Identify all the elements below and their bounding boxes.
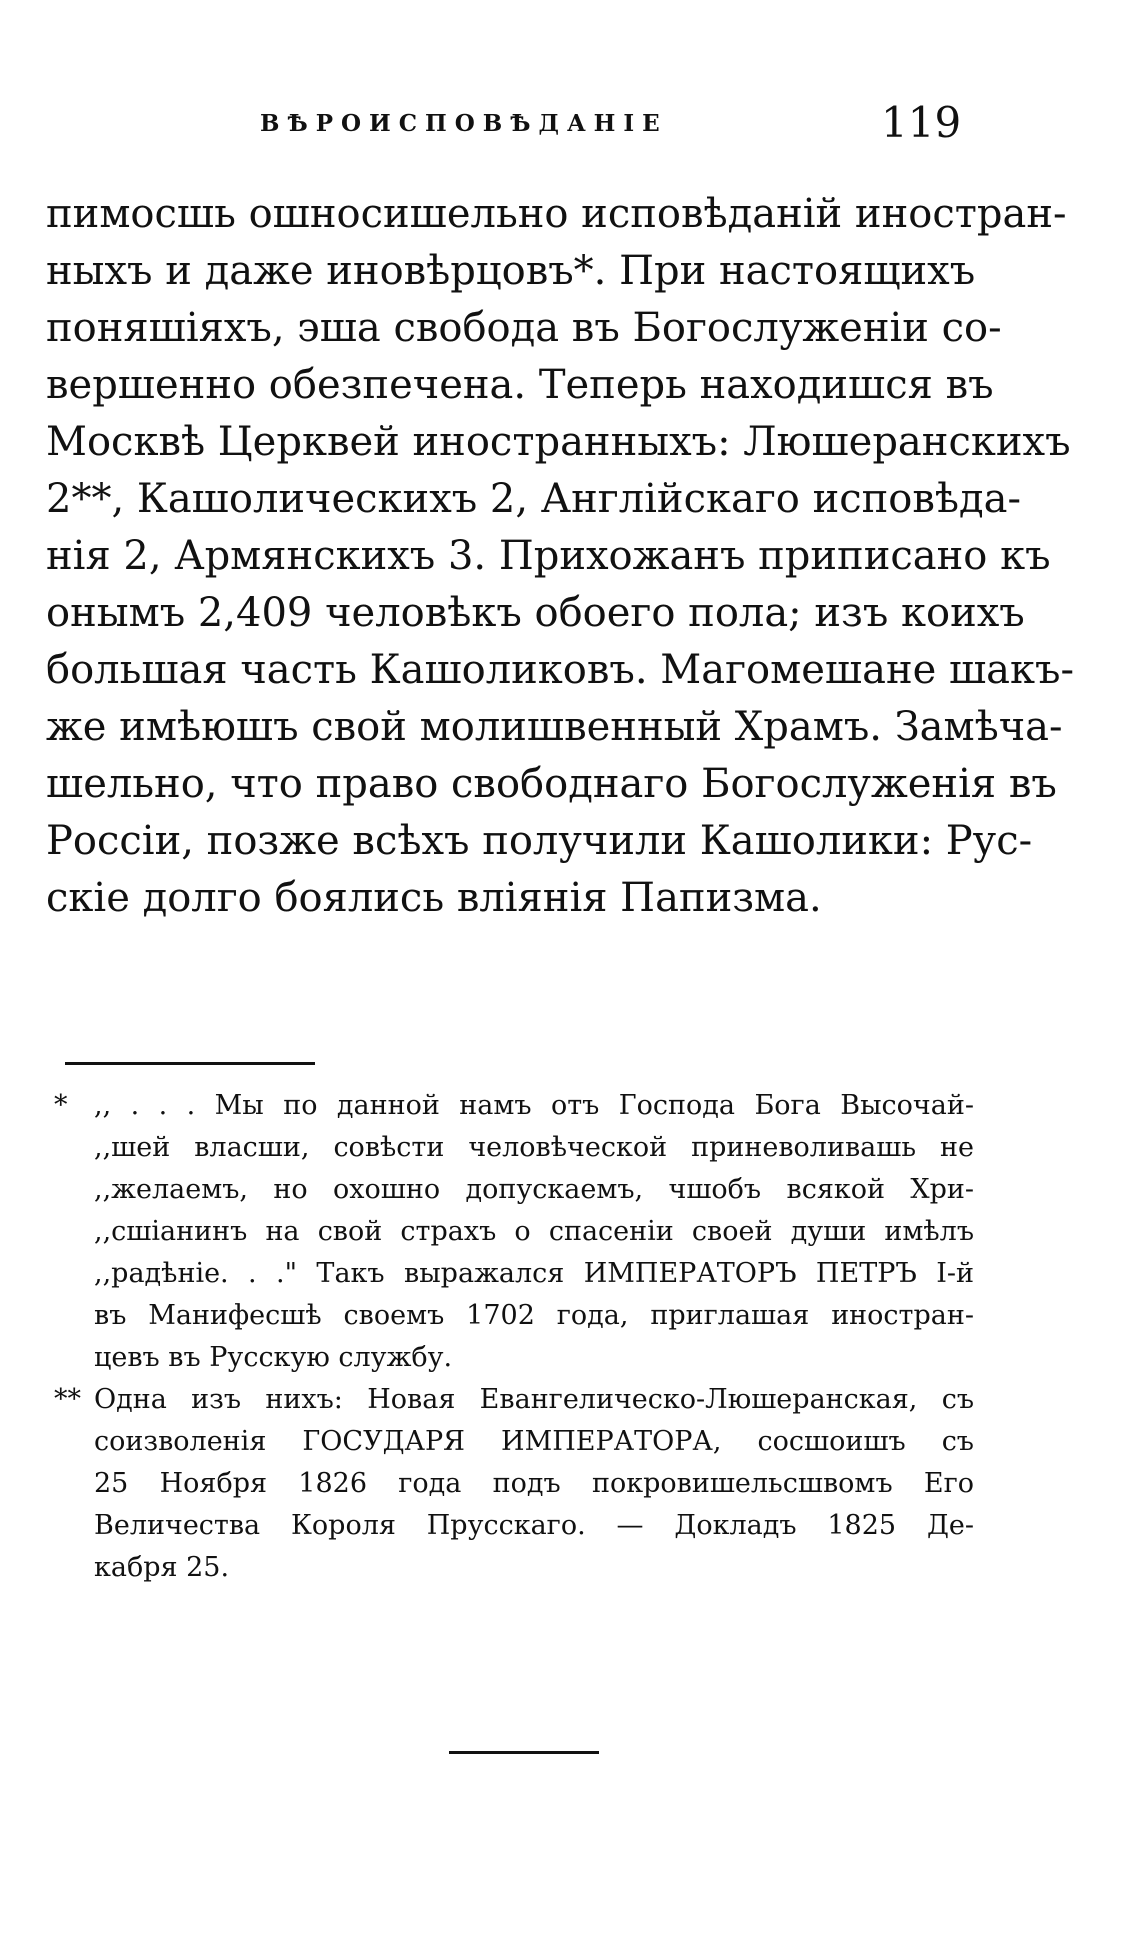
running-title: ВѢРОИСПОВѢДАНІЕ	[260, 110, 668, 137]
page-header	[260, 98, 960, 158]
text-line: поняшіяхъ, эша свобода въ Богослуженіи со-	[46, 305, 1002, 351]
footnote-line: цевъ въ Русскую службу.	[94, 1342, 453, 1373]
main-text	[46, 186, 1074, 927]
footnote-1	[54, 1085, 974, 1379]
text-line: 2**, Кашолическихъ 2, Англійскаго исповѣда-	[46, 476, 1022, 522]
footnote-body	[94, 1379, 974, 1589]
footnote-2	[54, 1379, 974, 1589]
text-line: пимосшь ошносишельно исповѣданій иностран-	[46, 191, 1067, 237]
text-line: онымъ 2,409 человѣкъ обоего пола; изъ коихъ	[46, 590, 1025, 636]
text-line: большая часть Кашоликовъ. Магомешане шакъ-	[46, 647, 1074, 693]
footnote-line: ,,радѣніе. . ." Такъ выражался ИМПЕРАТОРЪ ПЕТРЪ I-й	[94, 1258, 974, 1289]
text-line: Россіи, позже всѣхъ получили Кашолики: Рус-	[46, 818, 1033, 864]
text-line: скіе долго боялись вліянія Папизма.	[46, 875, 822, 921]
footnotes	[54, 1085, 974, 1589]
text-line: нія 2, Армянскихъ 3. Прихожанъ приписано къ	[46, 533, 1051, 579]
footnote-line: кабря 25.	[94, 1552, 230, 1583]
text-line: ныхъ и даже иновѣрцовъ*. При настоящихъ	[46, 248, 976, 294]
footnote-line: Величества Короля Прусскаго. — Докладъ 1825 Де-	[94, 1510, 974, 1541]
footnote-line: ,,сшіанинъ на свой страхъ о спасеніи своей души имѣлъ	[94, 1216, 974, 1247]
footnote-marker: **	[54, 1384, 81, 1415]
end-rule	[449, 1751, 599, 1754]
footnote-body	[94, 1085, 974, 1379]
text-line: же имѣюшъ свой молишвенный Храмъ. Замѣча-	[46, 704, 1063, 750]
footnote-separator-rule	[65, 1062, 315, 1065]
page-number: 119	[881, 98, 962, 147]
footnote-line: Одна изъ нихъ: Новая Евангелическо-Люшеранская, съ	[94, 1384, 974, 1415]
text-line: вершенно обезпечена. Теперь находишся въ	[46, 362, 994, 408]
footnote-line: ,,желаемъ, но охошно допускаемъ, чшобъ всякой Хри-	[94, 1174, 974, 1205]
footnote-line: ,, . . . Мы по данной намъ отъ Господа Бога Высочай-	[94, 1090, 974, 1121]
footnote-marker: *	[54, 1090, 68, 1121]
footnote-line: ,,шей власши, совѣсти человѣческой приневоливашь не	[94, 1132, 974, 1163]
text-line: Москвѣ Церквей иностранныхъ: Люшеранскихъ	[46, 419, 1071, 465]
footnote-line: 25 Ноября 1826 года подъ покровишельсшвомъ Его	[94, 1468, 974, 1499]
footnote-line: соизволенія ГОСУДАРЯ ИМПЕРАТОРА, сосшоишъ съ	[94, 1426, 974, 1457]
footnote-line: въ Манифесшѣ своемъ 1702 года, приглашая иностран-	[94, 1300, 974, 1331]
text-line: шельно, что право свободнаго Богослуженія въ	[46, 761, 1057, 807]
